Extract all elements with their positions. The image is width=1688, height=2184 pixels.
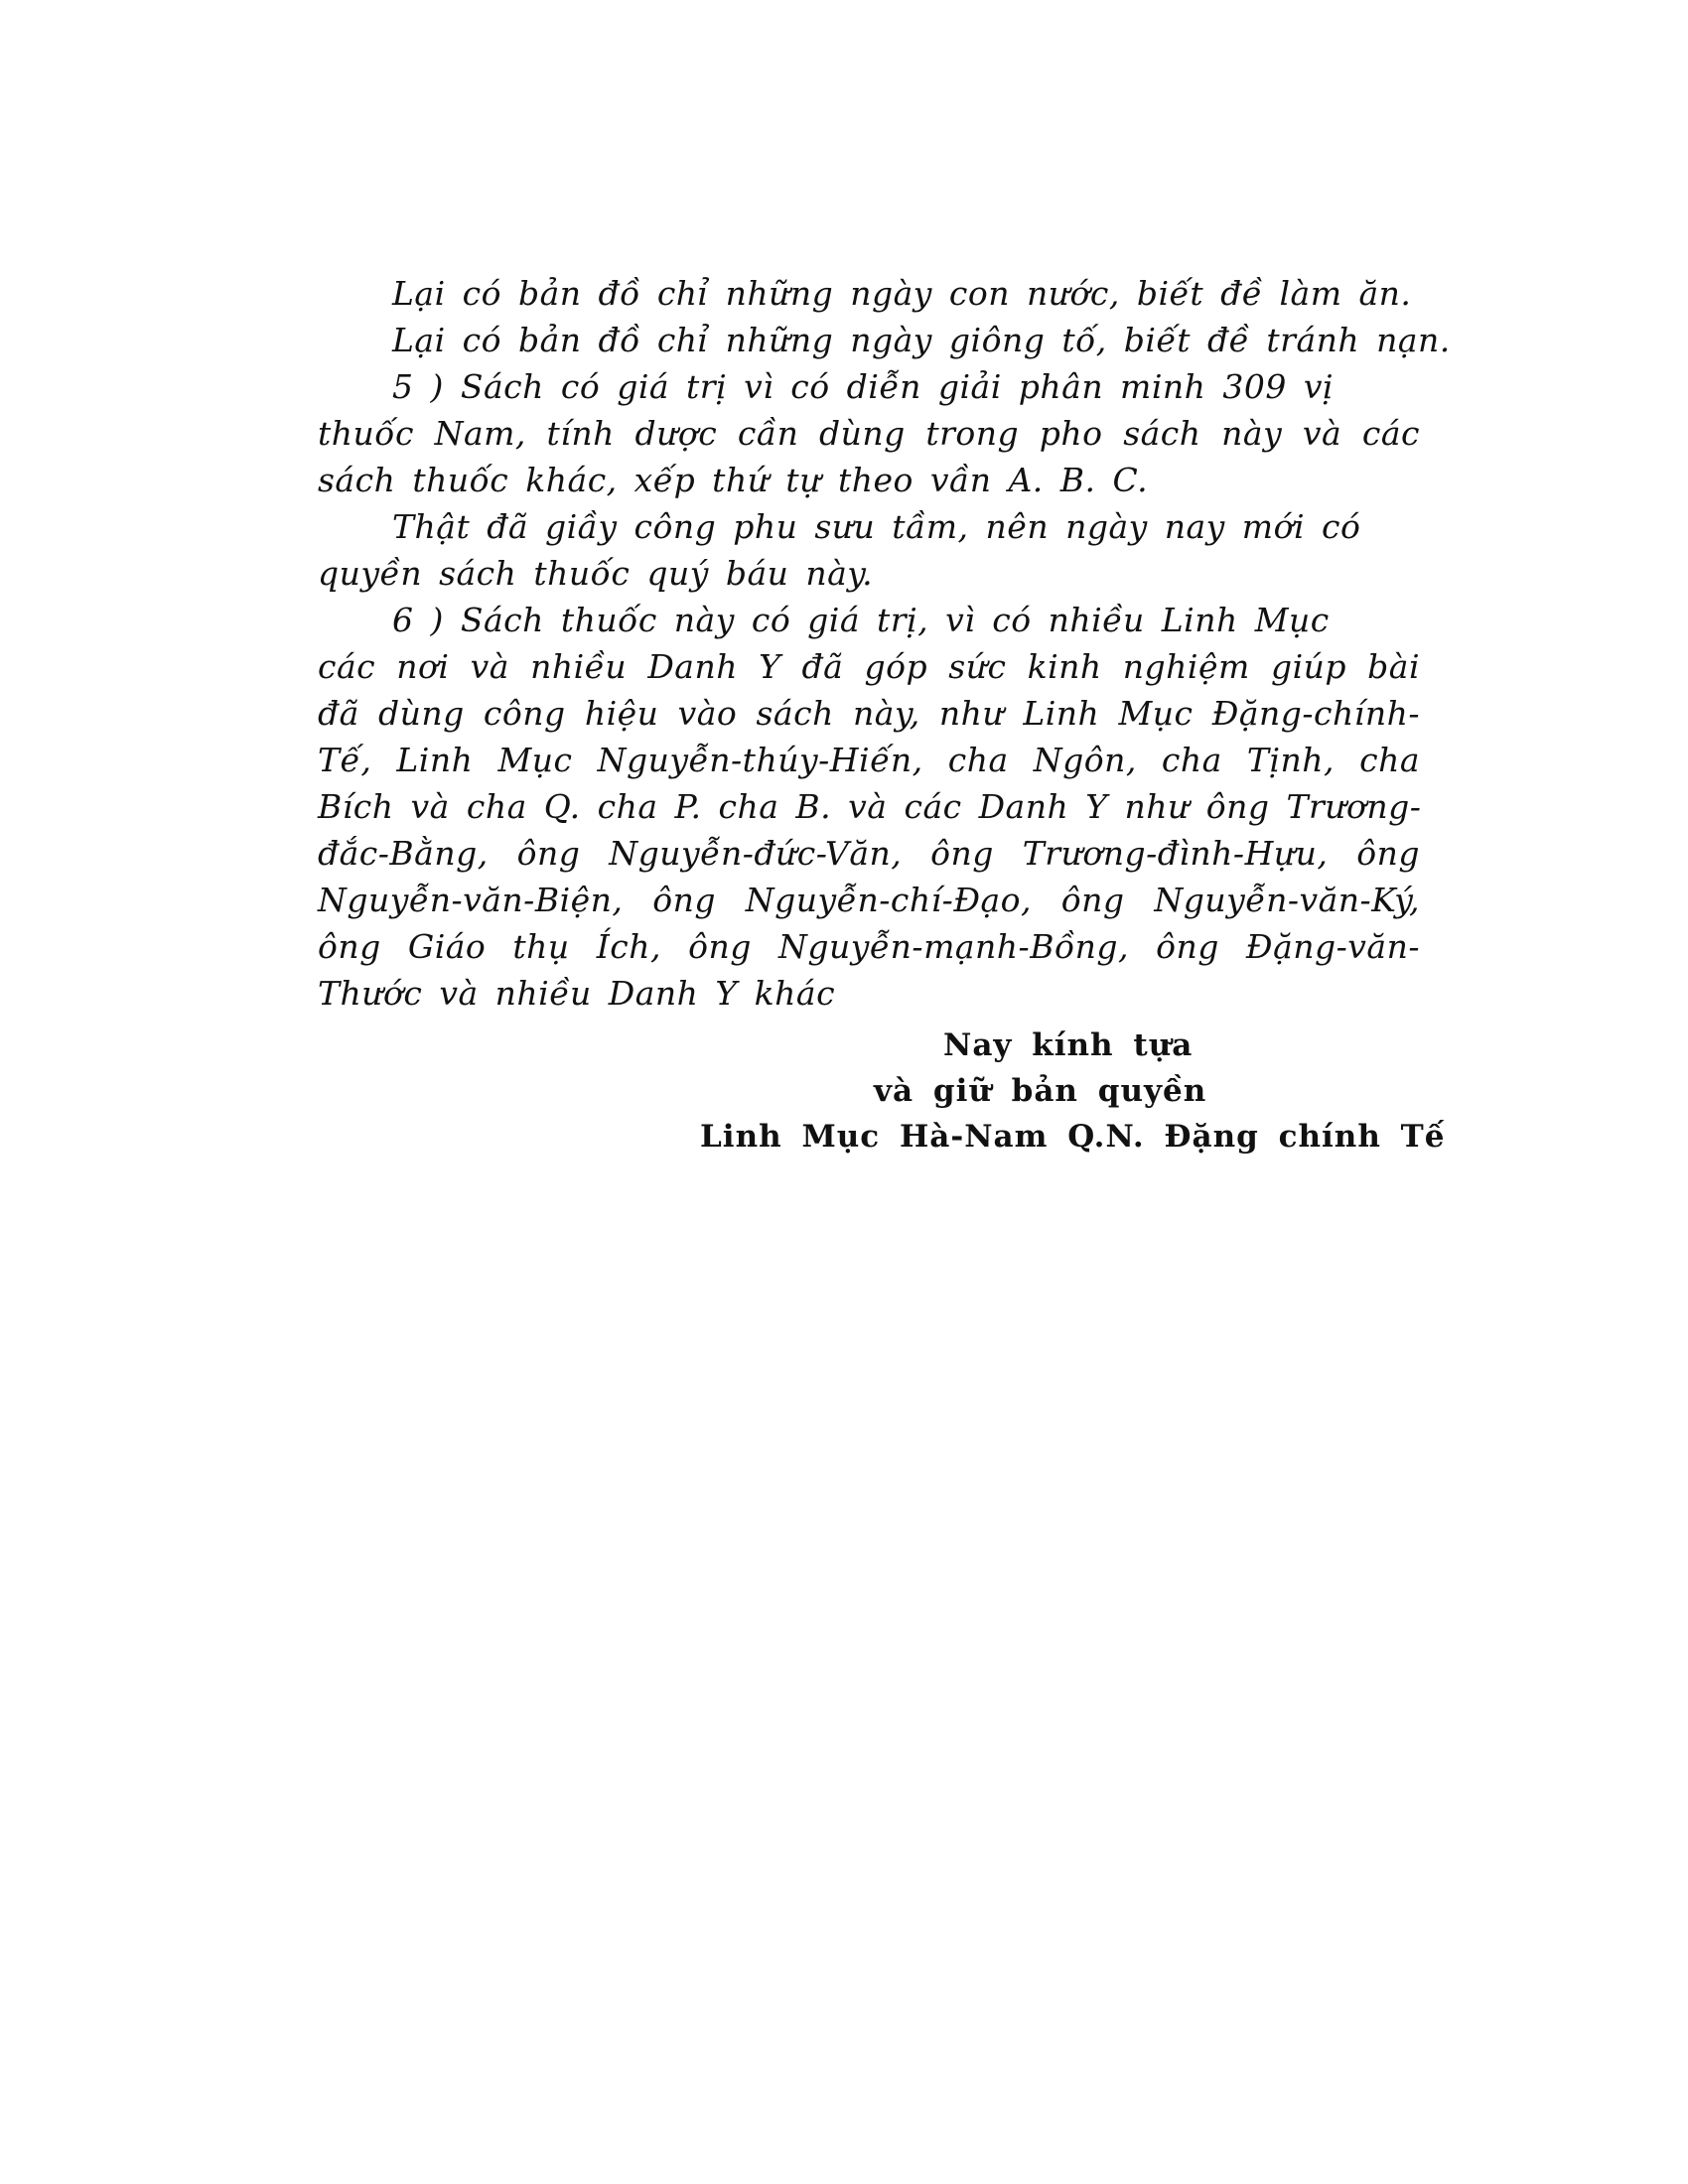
text-line: ông Giáo thụ Ích, ông Nguyễn-mạnh-Bồng, ông Đặng-văn-	[318, 927, 1420, 966]
text-line: Bích và cha Q. cha P. cha B. và các Danh Y như ông Trương-	[318, 787, 1422, 826]
text-line: Thước và nhiều Danh Y khác	[318, 974, 836, 1013]
text-line: quyền sách thuốc quý báu này.	[318, 554, 874, 593]
text-line: đắc-Bằng, ông Nguyễn-đức-Văn, ông Trương-đình-Hựu, ông	[318, 834, 1420, 873]
signature-line: Linh Mục Hà-Nam Q.N. Đặng chính Tế	[700, 1119, 1446, 1155]
text-line: Lại có bản đồ chỉ những ngày con nước, biết đề làm ăn.	[392, 274, 1412, 313]
text-line: sách thuốc khác, xếp thứ tự theo vần A. B. C.	[318, 461, 1149, 499]
text-line: các nơi và nhiều Danh Y đã góp sức kinh nghiệm giúp bài	[318, 647, 1420, 686]
text-line: Thật đã giầy công phu sưu tầm, nên ngày nay mới có	[392, 507, 1361, 546]
closing-line: và giữ bản quyền	[874, 1073, 1207, 1109]
text-line: Nguyễn-văn-Biện, ông Nguyễn-chí-Đạo, ông Nguyễn-văn-Ký,	[318, 881, 1420, 919]
text-line: 5 ) Sách có giá trị vì có diễn giải phân minh 309 vị	[392, 367, 1335, 406]
text-line: thuốc Nam, tính dược cần dùng trong pho sách này và các	[318, 414, 1420, 453]
text-line: 6 ) Sách thuốc này có giá trị, vì có nhiều Linh Mục	[392, 601, 1330, 639]
text-line: Lại có bản đồ chỉ những ngày giông tố, biết đề tránh nạn.	[392, 321, 1451, 359]
preface-body	[318, 270, 1451, 1017]
text-line: đã dùng công hiệu vào sách này, như Linh Mục Đặng-chính-	[318, 694, 1420, 733]
text-line: Tế, Linh Mục Nguyễn-thúy-Hiến, cha Ngôn, cha Tịnh, cha	[318, 741, 1420, 779]
closing-line: Nay kính tựa	[943, 1027, 1194, 1063]
